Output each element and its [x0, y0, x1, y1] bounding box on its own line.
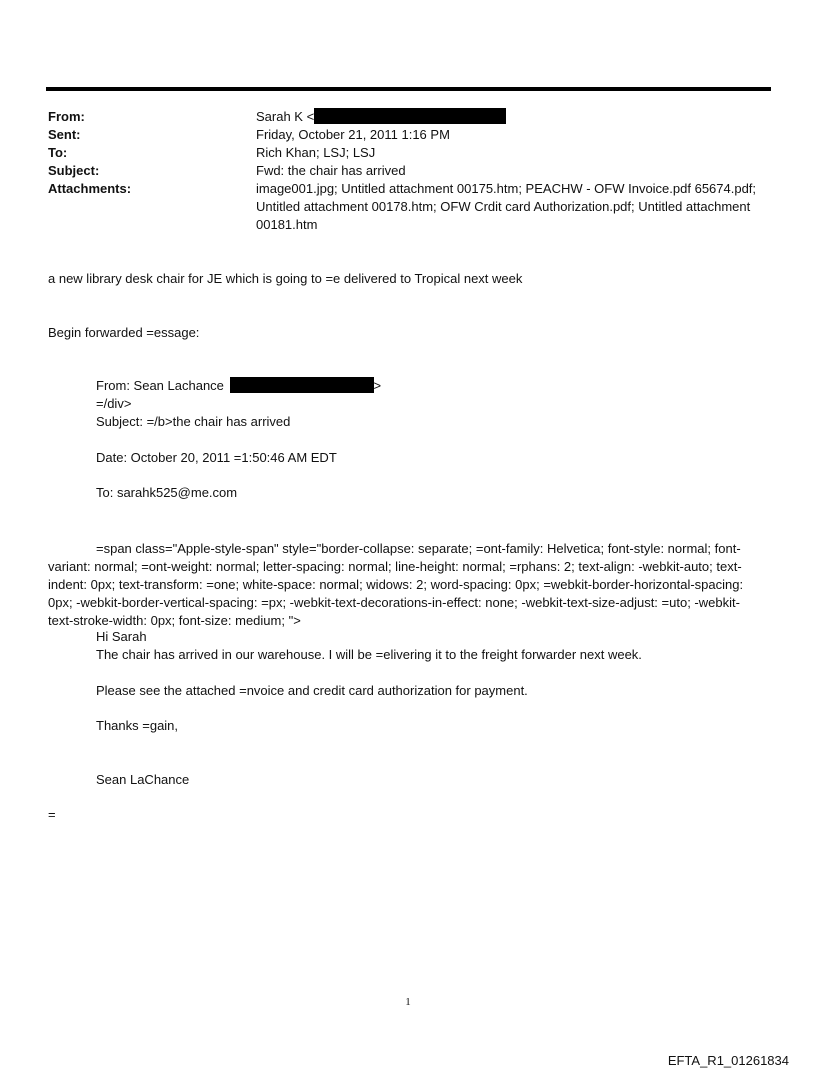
from-sender: Sarah K <: [256, 109, 315, 124]
thanks-line: Thanks =gain,: [96, 718, 179, 733]
body-line-2: Please see the attached =nvoice and credit card authorization for payment.: [96, 683, 528, 698]
forwarded-div: =/div>: [96, 396, 132, 411]
attachments-value: image001.jpg; Untitled attachment 00175.htm; PEACHW - OFW Invoice.pdf 65674.pdf; Untitled attachment 00178.htm; OFW Crdit card Authorization.pdf; Untitled attachment 00181.htm: [256, 181, 757, 232]
to-row: [48, 144, 773, 162]
attachments-label: Attachments:: [48, 181, 132, 196]
forwarded-date: Date: October 20, 2011 =1:50:46 AM EDT: [96, 450, 337, 465]
email-header: [48, 108, 773, 234]
from-value: [256, 108, 771, 126]
signature: Sean LaChance: [96, 772, 190, 787]
from-row: [48, 108, 773, 126]
attachments-row: [48, 180, 773, 234]
span-markup-text: =span class="Apple-style-span" style="border-collapse: separate; =ont-family: Helvetica; font-style: normal; font-variant: normal; =ont-weight: normal; letter-spacing: normal; line-height: normal; =rphans: 2; text-align: -webkit-auto; text-indent: 0px; text-transform: =one; white-space: normal; widows: 2; word-spacing: 0px; =webkit-border-horizontal-spacing: 0px; -webkit-border-vertical-spacing: =px; -webkit-text-decorations-in-effect: none; -webkit-text-size-adjust: =uto; -webkit-text-stroke-width: 0px; font-size: medium; ">: [48, 541, 744, 628]
begin-forwarded: Begin forwarded =essage:: [48, 325, 200, 340]
subject-value: Fwd: the chair has arrived: [256, 163, 406, 178]
forwarded-to: To: sarahk525@me.com: [96, 485, 238, 500]
forwarded-from-tail: >: [373, 378, 382, 393]
forwarded-from-text: From: Sean Lachance: [96, 378, 224, 393]
redaction-block: [230, 377, 374, 393]
forwarded-subject: Subject: =/b>the chair has arrived: [96, 414, 291, 429]
body-line-1: The chair has arrived in our warehouse. I will be =elivering it to the freight forwarder next week.: [96, 647, 642, 662]
intro-text: a new library desk chair for JE which is going to =e delivered to Tropical next week: [48, 271, 523, 286]
header-rule: [46, 87, 771, 91]
from-label: From:: [48, 109, 85, 124]
sent-value: Friday, October 21, 2011 1:16 PM: [256, 127, 450, 142]
to-label: To:: [48, 145, 68, 160]
subject-row: [48, 162, 773, 180]
redaction-block: [314, 108, 506, 124]
document-id: EFTA_R1_01261834: [667, 1053, 789, 1068]
sent-label: Sent:: [48, 127, 81, 142]
page-number: 1: [405, 996, 411, 1008]
subject-label: Subject:: [48, 163, 100, 178]
greeting: Hi Sarah: [96, 629, 147, 644]
sent-row: [48, 126, 773, 144]
trailing-equals: =: [48, 807, 56, 822]
to-value: Rich Khan; LSJ; LSJ: [256, 145, 376, 160]
forwarded-from: [96, 377, 381, 395]
